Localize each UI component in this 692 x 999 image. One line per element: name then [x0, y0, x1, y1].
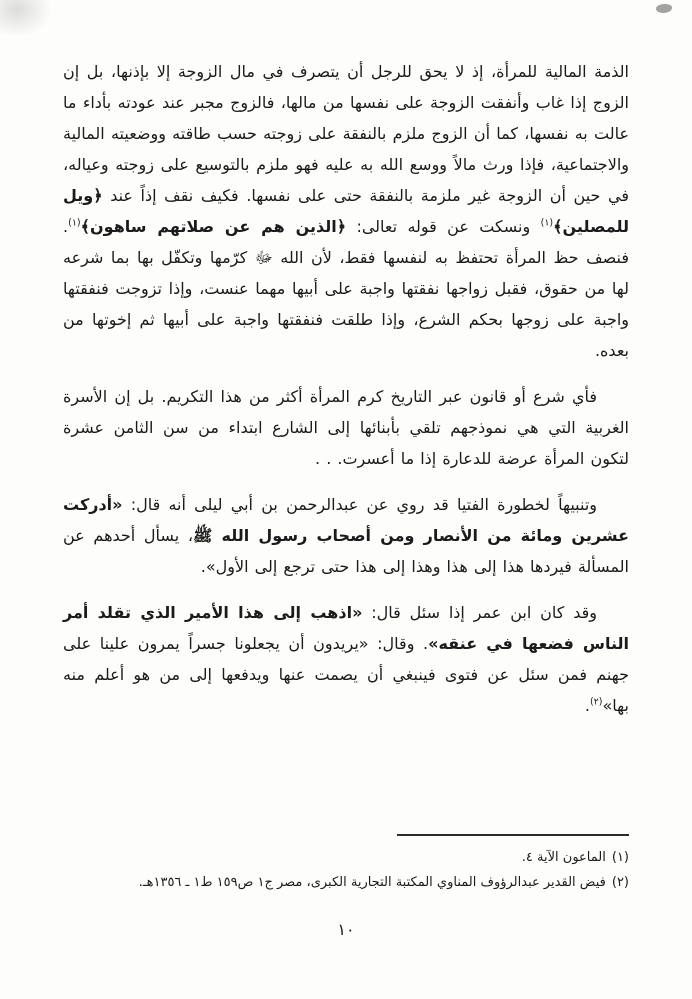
footnote-marker: (٢): [611, 875, 629, 890]
body-paragraph: فأي شرع أو قانون عبر التاريخ كرم المرأة أكثر من هذا التكريم. بل إن الأسرة الغربية التي هي نموذجهم تلقي بأبنائها إلى الشارع ابتداء من سن الثامن عشرة لتكون المرأة عرضة للدعارة إذا ما أعسرت. . .: [63, 387, 629, 468]
body-paragraph: الذمة المالية للمرأة، إذ لا يحق للرجل أن يتصرف في مال الزوجة إلا بإذنها، بل إن الزوج إذا غاب وأنفقت الزوجة على نفسها من مالها، فالزوج مجبر عند عودته بأداء ما عالت به نفسها، كما أن الزوج ملزم بالنفقة على زوجته حسب طاقته ووضعيته المالية والاجتماعية، فإذا ورث مالاً ووسع الله به عليه فهو ملزم بالتوسيع على زوجته وعياله، في حين أن الزوجة غير ملزمة بالنفقة حتى على نفسها. فكيف نقف إذاً عند ﴿ويل للمصلين﴾$^{(١)}$ ونسكت عن قوله تعالى: ﴿الذين هم عن صلاتهم ساهون﴾$^{(١)}$. فنصف حظ المرأة تحتفظ به لنفسها فقط، لأن الله ﷻ كرّمها وتكفّل بها بما شرعه لها من حقوق، فقبل زواجها نفقتها واجبة على أبيها مهما عنست، وإذا تزوجت فنفقتها واجبة على زوجها بحكم الشرع، وإذا طلقت فنفقتها واجبة على أبيها ثم إخوتها من بعده.: [63, 62, 630, 360]
page-number: ١٠: [337, 920, 355, 939]
footnotes-section: [63, 834, 629, 895]
body-paragraph: وتنبيهاً لخطورة الفتيا قد روي عن عبدالرحمن بن أبي ليلى أنه قال: «أدركت عشرين ومائة من الأنصار ومن أصحاب رسول الله ﷺ، يسأل أحدهم عن المسألة فيردها هذا إلى هذا وهذا إلى هذا حتى ترجع إلى الأول».: [63, 495, 629, 576]
footnote: [63, 870, 629, 895]
footnote-text: فيض القدير عبدالرؤوف المناوي المكتبة التجارية الكبرى، مصر ج١ ص١٥٩ ط١ ـ ١٣٥٦هـ.: [138, 875, 606, 890]
scan-artifact: [656, 4, 672, 13]
body-paragraph: وقد كان ابن عمر إذا سئل قال: «اذهب إلى هذا الأمير الذي تقلد أمر الناس فضعها في عنقه». وقال: «يريدون أن يجعلونا جسراً يمرون علينا على جهنم فمن سئل عن فتوى فينبغي أن يصمت عنها ويدفعها إلى من هو أعلم منه بها»$^{(٢)}$.: [63, 603, 630, 715]
footnote: [63, 845, 629, 870]
footnote-text: الماعون الآية ٤.: [521, 850, 606, 865]
footnote-separator-rule: [397, 834, 629, 836]
page-body: [63, 56, 629, 736]
footnote-marker: (١): [611, 850, 629, 865]
scan-artifact: [0, 0, 52, 37]
